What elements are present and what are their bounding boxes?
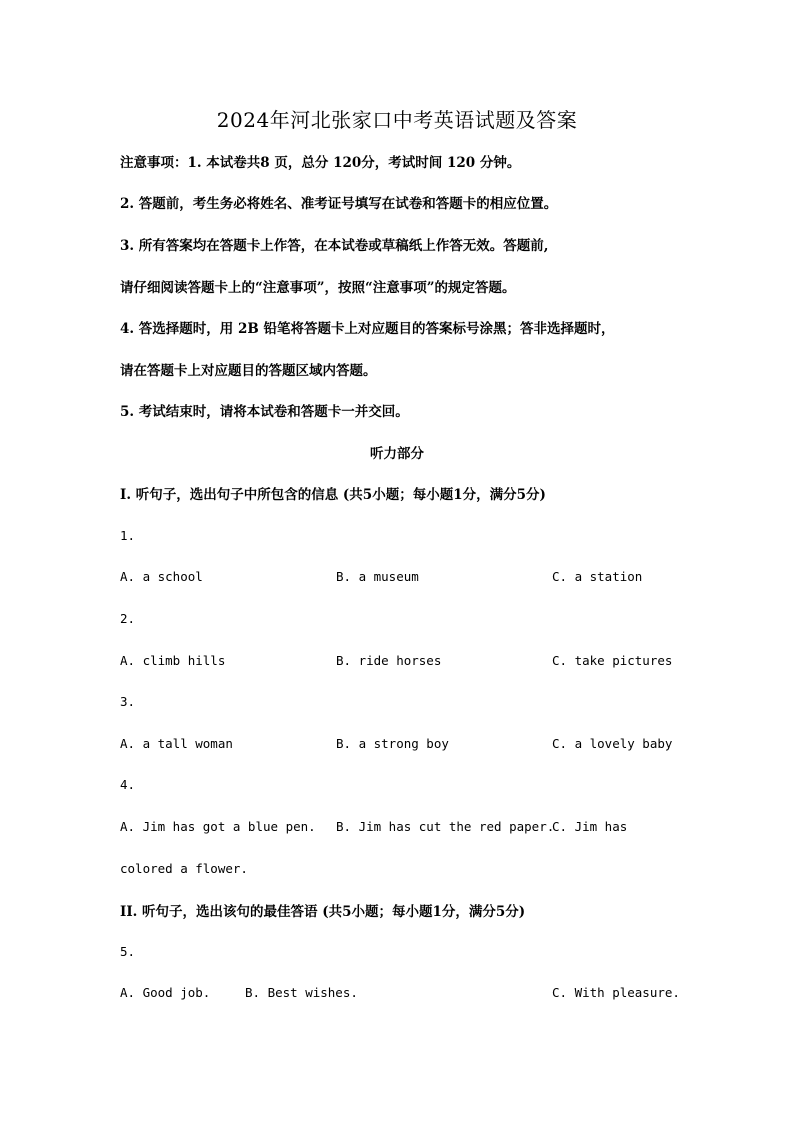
option-a: A. a tall woman xyxy=(120,736,233,751)
question-number: 5. xyxy=(120,944,136,959)
option-c: C. a station xyxy=(552,569,643,584)
page-title: 2024年河北张家口中考英语试题及答案 xyxy=(216,108,578,132)
note-2: 2. 答题前，考生务必将姓名、准考证号填写在试卷和答题卡的相应位置。 xyxy=(120,196,558,212)
note-3-cont: 请仔细阅读答题卡上的“注意事项”，按照“注意事项”的规定答题。 xyxy=(120,280,516,296)
option-b: B. Best wishes. xyxy=(245,985,358,1000)
note-1: 注意事项：1. 本试卷共8 页，总分 120分，考试时间 120 分钟。 xyxy=(120,155,521,171)
option-a: A. Jim has got a blue pen. xyxy=(120,819,316,834)
question-number: 3. xyxy=(120,694,136,709)
note-4: 4. 答选择题时，用 2B 铅笔将答题卡上对应题目的答案标号涂黑；答非选择题时， xyxy=(120,321,615,337)
option-c: C. Jim has xyxy=(552,819,628,834)
option-b: B. ride horses xyxy=(336,653,442,668)
note-4-cont: 请在答题卡上对应题目的答题区域内答题。 xyxy=(120,363,377,379)
question-number: 4. xyxy=(120,777,136,792)
option-c: C. take pictures xyxy=(552,653,673,668)
option-b: B. Jim has cut the red paper. xyxy=(336,819,555,834)
option-a: A. climb hills xyxy=(120,653,226,668)
note-3: 3. 所有答案均在答题卡上作答，在本试卷或草稿纸上作答无效。答题前, xyxy=(120,238,549,254)
note-5: 5. 考试结束时，请将本试卷和答题卡一并交回。 xyxy=(120,404,409,420)
section-title: 听力部分 xyxy=(370,446,424,462)
option-c-continued: colored a flower. xyxy=(120,861,248,876)
question-number: 1. xyxy=(120,528,136,543)
question-number: 2. xyxy=(120,611,136,626)
part1-heading: I. 听句子，选出句子中所包含的信息 (共5小题；每小题1分，满分5分) xyxy=(120,487,546,503)
part2-heading: II. 听句子，选出该句的最佳答语 (共5小题；每小题1分，满分5分) xyxy=(120,904,526,920)
option-c: C. With pleasure. xyxy=(552,985,680,1000)
option-b: B. a museum xyxy=(336,569,419,584)
option-c: C. a lovely baby xyxy=(552,736,673,751)
option-a: A. Good job. xyxy=(120,985,211,1000)
option-b: B. a strong boy xyxy=(336,736,449,751)
option-a: A. a school xyxy=(120,569,203,584)
